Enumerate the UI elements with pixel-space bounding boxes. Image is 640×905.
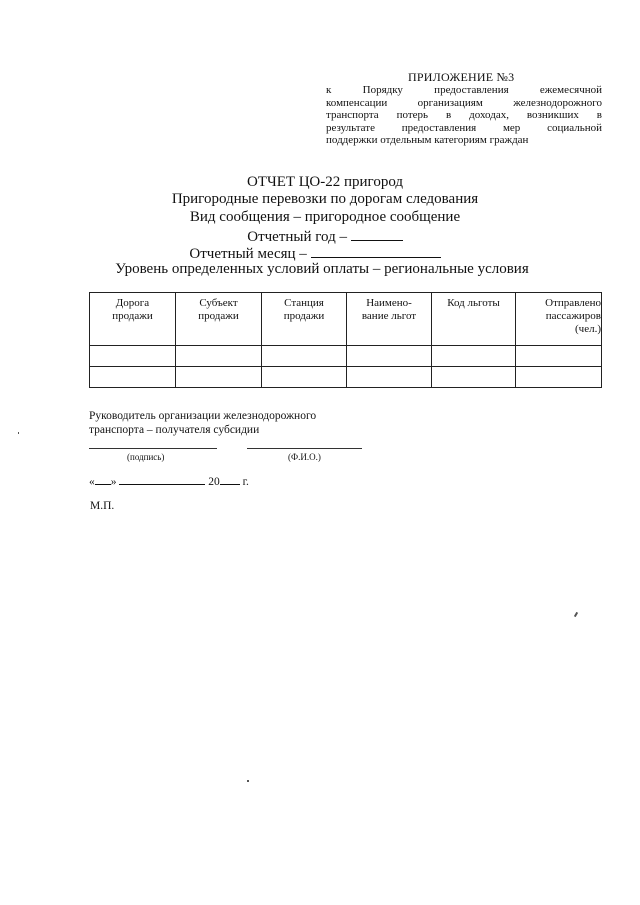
- appendix-title: ПРИЛОЖЕНИЕ №3: [408, 70, 515, 84]
- table-cell[interactable]: [516, 346, 602, 367]
- report-month-blank[interactable]: [311, 243, 441, 258]
- column-header-line: Отправлено: [545, 297, 601, 309]
- appendix-line: к Порядку предоставления ежемесячной: [326, 84, 602, 96]
- table-cell[interactable]: [262, 346, 347, 367]
- date-quote-close: »: [110, 476, 117, 488]
- table-cell[interactable]: [90, 346, 176, 367]
- table-cell[interactable]: [176, 346, 262, 367]
- appendix-line: транспорта потерь в доходах, возникших в: [326, 109, 602, 122]
- scan-speck: [247, 780, 249, 782]
- column-header: [516, 293, 602, 346]
- column-header-line: пассажиров: [545, 310, 601, 322]
- column-header-line: (чел.): [575, 323, 601, 335]
- signature-line[interactable]: [89, 448, 217, 449]
- table-cell[interactable]: [347, 367, 432, 388]
- column-header: [176, 293, 262, 346]
- name-caption: (Ф.И.О.): [288, 452, 321, 462]
- report-month-label: Отчетный месяц –: [189, 246, 307, 262]
- report-table: [89, 292, 602, 388]
- report-subtitle: Пригородные перевозки по дорогам следования: [171, 191, 479, 207]
- column-header-line: Станция: [284, 297, 324, 309]
- table-row: [90, 346, 602, 367]
- table-cell[interactable]: [432, 346, 516, 367]
- column-header-line: продажи: [283, 310, 325, 322]
- column-header-line: Дорога: [115, 297, 150, 309]
- column-header-line: Субъект: [199, 297, 238, 309]
- date-quote-open: «: [89, 476, 95, 488]
- date-month-blank[interactable]: [119, 472, 205, 485]
- report-year-blank[interactable]: [351, 226, 403, 241]
- column-header: [432, 293, 516, 346]
- table-cell[interactable]: [262, 367, 347, 388]
- date-year-prefix: 20: [208, 476, 220, 488]
- report-kind: Вид сообщения – пригородное сообщение: [189, 209, 461, 225]
- table-cell[interactable]: [90, 367, 176, 388]
- scan-speck: [18, 432, 19, 434]
- date-line: [89, 472, 249, 488]
- scan-speck: [574, 612, 578, 617]
- table-header-row: [90, 293, 602, 346]
- signature-caption: (подпись): [127, 452, 165, 462]
- table-cell[interactable]: [516, 367, 602, 388]
- report-year-label: Отчетный год –: [247, 229, 347, 245]
- appendix-line: результате предоставления мер социальной: [326, 121, 602, 134]
- table-cell[interactable]: [347, 346, 432, 367]
- appendix-text: [326, 84, 602, 147]
- column-header-line: вание льгот: [361, 310, 417, 322]
- table-cell[interactable]: [176, 367, 262, 388]
- column-header-line: продажи: [112, 310, 153, 322]
- signatory-line: Руководитель организации железнодорожного: [89, 410, 317, 422]
- appendix-line: поддержки отдельным категориям граждан: [326, 134, 529, 147]
- stamp-place: М.П.: [90, 500, 115, 512]
- date-year-blank[interactable]: [220, 472, 240, 485]
- column-header: [90, 293, 176, 346]
- table-row: [90, 367, 602, 388]
- date-year-suffix: г.: [242, 476, 249, 488]
- appendix-line: компенсации организациям железнодорожного: [326, 96, 602, 109]
- column-header: [262, 293, 347, 346]
- name-line[interactable]: [247, 448, 362, 449]
- report-level: Уровень определенных условий оплаты – региональные условия: [115, 261, 529, 277]
- table-cell[interactable]: [432, 367, 516, 388]
- column-header-line: Код льготы: [447, 297, 500, 309]
- column-header: [347, 293, 432, 346]
- column-header-line: продажи: [198, 310, 239, 322]
- signatory-title: [89, 409, 316, 437]
- column-header-line: Наимено-: [366, 297, 412, 309]
- report-title: ОТЧЕТ ЦО-22 пригород: [246, 174, 404, 190]
- date-day-blank[interactable]: [95, 472, 111, 485]
- signatory-line: транспорта – получателя субсидии: [89, 424, 260, 436]
